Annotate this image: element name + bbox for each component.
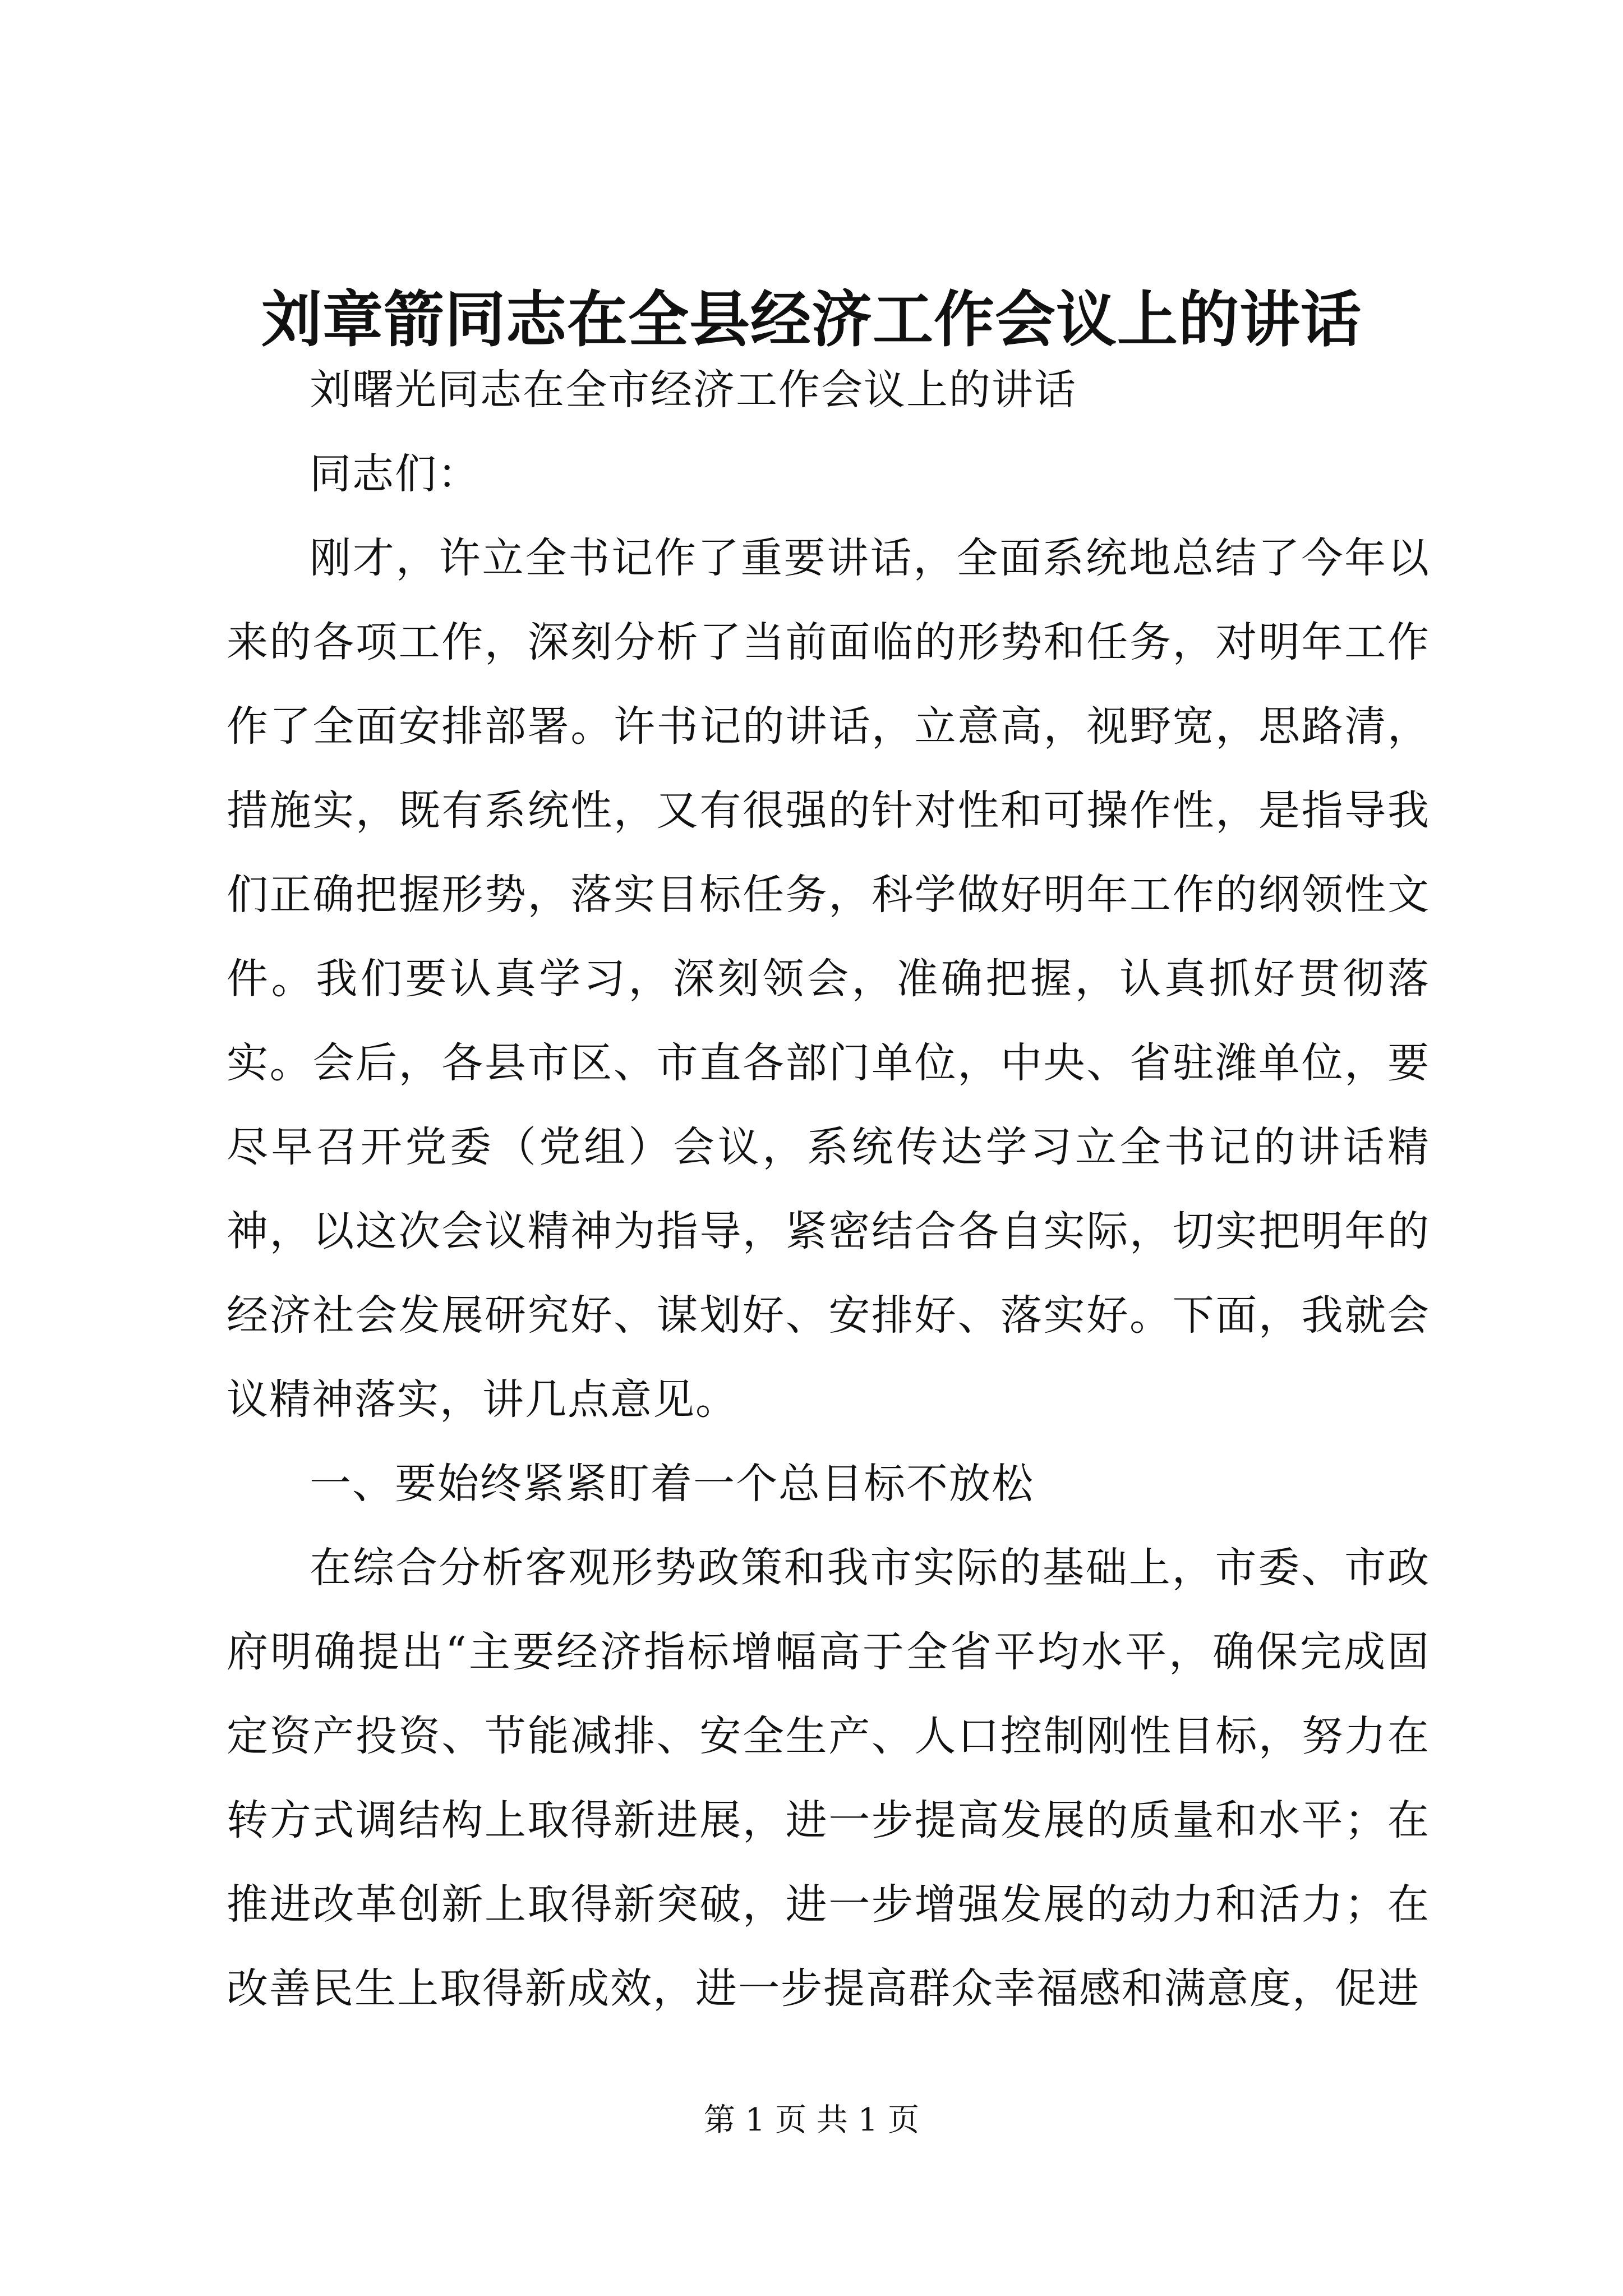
section-paragraph: 在综合分析客观形势政策和我市实际的基础上，市委、市政府明确提出“主要经济指标增幅高于全省平均水平，确保完成固定资产投资、节能减排、安全生产、人口控制刚性目标，努力在转方式调结构上取得新进展，进一步提高发展的质量和水平；在推进改革创新上取得新突破，进一步增强发展的动力和活力；在改善民生上取得新成效，进一步提高群众幸福感和满意度，促进 — [227, 1544, 1430, 2013]
document-title: 刘章箭同志在全县经济工作会议上的讲话 — [261, 284, 1362, 355]
page-footer: 第 1 页 共 1 页 — [703, 2102, 920, 2138]
intro-paragraph: 刚才，许立全书记作了重要讲话，全面系统地总结了今年以来的各项工作，深刻分析了当前面临的形势和任务，对明年工作作了全面安排部署。许书记的讲话，立意高，视野宽，思路清，措施实，既有系统性，又有很强的针对性和可操作性，是指导我们正确把握形势，落实目标任务，科学做好明年工作的纲领性文件。我们要认真学习，深刻领会，准确把握，认真抓好贯彻落实。会后，各县市区、市直各部门单位，中央、省驻潍单位，要尽早召开党委（党组）会议，系统传达学习立全书记的讲话精神，以这次会议精神为指导，紧密结合各自实际，切实把明年的经济社会发展研究好、谋划好、安排好、落实好。下面，我就会议精神落实，讲几点意见。 — [227, 534, 1430, 1424]
section-heading: 一、要始终紧紧盯着一个总目标不放松 — [310, 1460, 1034, 1508]
subtitle-paragraph: 刘曙光同志在全市经济工作会议上的讲话 — [310, 366, 1077, 414]
document-body — [227, 348, 1430, 2031]
salutation-paragraph: 同志们： — [310, 450, 480, 498]
